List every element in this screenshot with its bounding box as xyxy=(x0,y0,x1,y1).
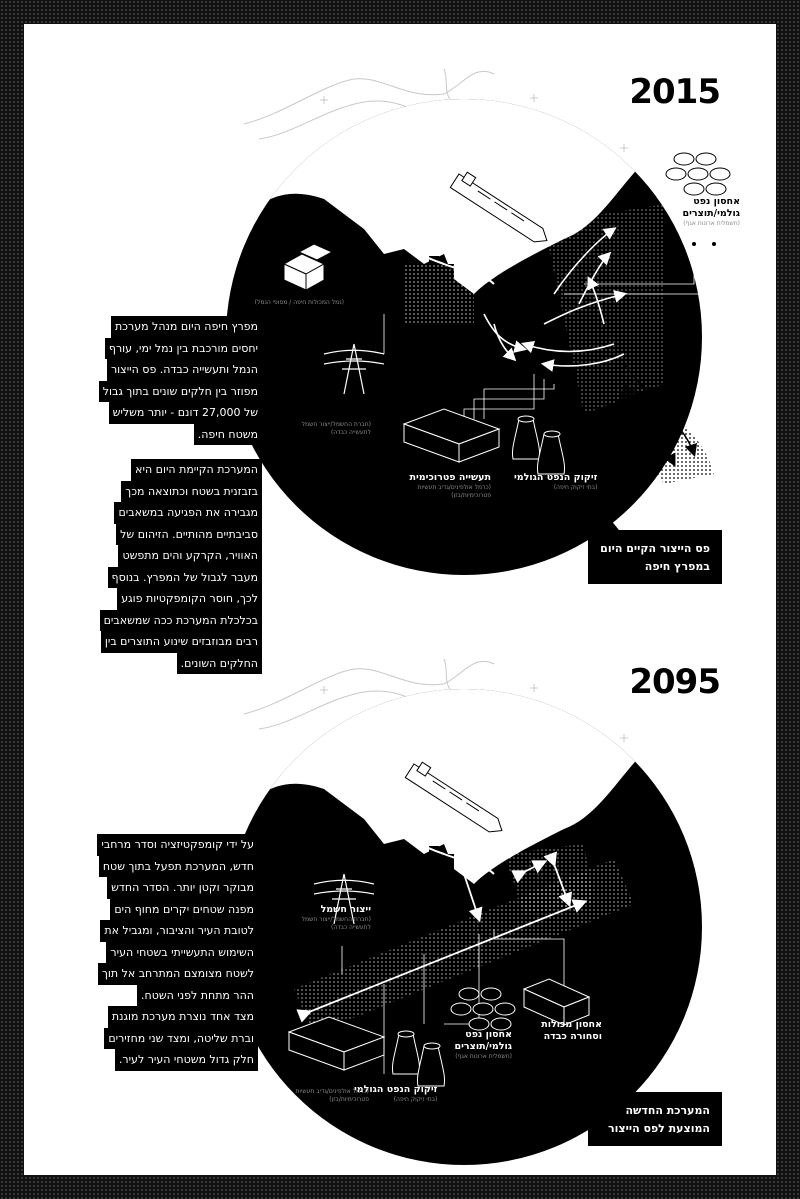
label-cargo-storage-2015 xyxy=(254,287,344,307)
description-line: מפנה שטחים יקרים מחוף הים xyxy=(110,899,258,921)
caption-notch xyxy=(599,1080,619,1092)
description-line: הנמל ותעשייה כבדה. פס הייצור xyxy=(107,359,262,381)
description-line: וברת שליטה, ומצד שני מחזירים xyxy=(104,1028,258,1050)
poster-sheet xyxy=(24,24,776,1175)
description-line: לטובת העיר והציבור, ומגביל את xyxy=(100,920,258,942)
description-line: של 27,000 דונם - יותר משליש xyxy=(109,402,262,424)
description-line: על ידי קומפקטיזציה וסדר מרחבי xyxy=(97,834,258,856)
description-line: ההר מתחת לפני השטח. xyxy=(137,985,258,1007)
label-sub: (בתי זיקוק חיפה) xyxy=(393,1096,438,1103)
label-title: אחסון מטענים xyxy=(280,287,344,298)
description-line: האוויר, הקרקע והים מתפשט xyxy=(118,545,262,567)
label-power-2015 xyxy=(286,409,371,437)
caption-line: פס הייצור הקיים היום xyxy=(600,542,710,555)
description-line: סביבתיים מהותיים. הזיהום של xyxy=(116,524,262,546)
label-title: אחסון מכולות וסחורה כבדה xyxy=(541,1019,602,1042)
description-line: מצד אחד נוצרת מערכת מוגנת xyxy=(108,1006,258,1028)
label-title: תעשייה פטרוכימית xyxy=(287,1076,369,1087)
label-title: תעשייה פטרוכימית xyxy=(409,472,491,483)
label-oil-storage-2015 xyxy=(670,196,740,228)
description-line: מפרץ חיפה היום מנהל מערכת xyxy=(111,316,262,338)
caption-2095 xyxy=(588,1092,722,1146)
description-line: מפוזר בין חלקים שונים בתוך גבול xyxy=(99,381,262,403)
label-title: ייצור חשמל xyxy=(320,904,371,915)
description-line: החלקים השונים. xyxy=(177,653,262,675)
label-sub: (חשמלית ארונות אגף) xyxy=(683,220,740,227)
label-sub: (כרמל אולפינים/גדיב תעשיות פטרוכימיות/בזן) xyxy=(417,484,491,499)
description-line: יחסים מורכבת בין נמל ימי, עורף xyxy=(105,338,262,360)
label-sub: (חברת החשמל/ייצור חשמל לתעשייה כבדה) xyxy=(301,916,371,931)
label-title: ייצור חשמל xyxy=(320,409,371,420)
label-oil-storage-2095 xyxy=(442,1029,512,1061)
description-line: משטח חיפה. xyxy=(194,424,262,446)
label-container-storage-2095 xyxy=(532,1019,602,1043)
label-petrochem-2095 xyxy=(274,1076,369,1104)
description-line: לכך, חוסר הקומפקטיות פוגע xyxy=(117,588,262,610)
description-line: בזבזנית בשטח וכתוצאה מכך xyxy=(121,481,262,503)
caption-line: המערכת החדשה xyxy=(625,1104,710,1117)
description-line: בכלכלת המערכת ככה שמשאבים xyxy=(100,610,262,632)
label-power-2095 xyxy=(286,904,371,932)
caption-2015 xyxy=(588,530,722,584)
caption-line: המוצעת לפס הייצור xyxy=(608,1122,710,1135)
label-refinery-2015 xyxy=(514,472,597,492)
description-line: חדש, המערכת תפעל בתוך שטח xyxy=(99,856,258,878)
year-2015: 2015 xyxy=(629,72,720,112)
description-2015 xyxy=(82,316,262,674)
label-title: זיקוק הנפט הגולמי xyxy=(354,1084,438,1095)
label-petrochem-2015 xyxy=(396,472,491,500)
caption-notch xyxy=(599,518,619,530)
description-line: חלק גדול משטחי העיר לעיר. xyxy=(115,1049,258,1071)
description-line: לשטח מצומצם המתרחב אל תוך xyxy=(98,963,258,985)
description-line: רבים מבוזבזים שינוע התוצרים בין xyxy=(101,631,262,653)
description-line: המערכת הקיימת היום היא xyxy=(131,459,262,481)
description-line: מבוקר וקטן יותר. הסדר החדש xyxy=(107,877,258,899)
description-2095 xyxy=(68,834,258,1071)
paragraph-gap xyxy=(82,445,262,459)
label-title: זיקוק הנפט הגולמי xyxy=(514,472,598,483)
label-title: אחסון נפט גולמי/תוצרים xyxy=(454,1029,512,1052)
label-sub: (חברת החשמל/ייצור חשמל לתעשייה כבדה) xyxy=(301,421,371,436)
label-sub: (בתי זיקוק חיפה) xyxy=(553,484,598,491)
label-sub: (נמל המכולות חיפה / מסופי הנמל) xyxy=(254,299,344,306)
description-line: מגבירה את הפגיעה במשאבים xyxy=(114,502,262,524)
caption-line: במפרץ חיפה xyxy=(644,560,710,573)
label-sub: (חשמלית ארונות אגף) xyxy=(455,1053,512,1060)
description-line: מעבר לגבול של המפרץ. בנוסף xyxy=(108,567,262,589)
description-line: השימוש התעשייתי בשטחי העיר xyxy=(106,942,258,964)
label-title: אחסון נפט גולמי/תוצרים xyxy=(682,196,740,219)
label-sub: (כרמל אולפינים/גדיב תעשיות פטרוכימיות/בזן) xyxy=(295,1088,369,1103)
year-2095: 2095 xyxy=(629,662,720,702)
